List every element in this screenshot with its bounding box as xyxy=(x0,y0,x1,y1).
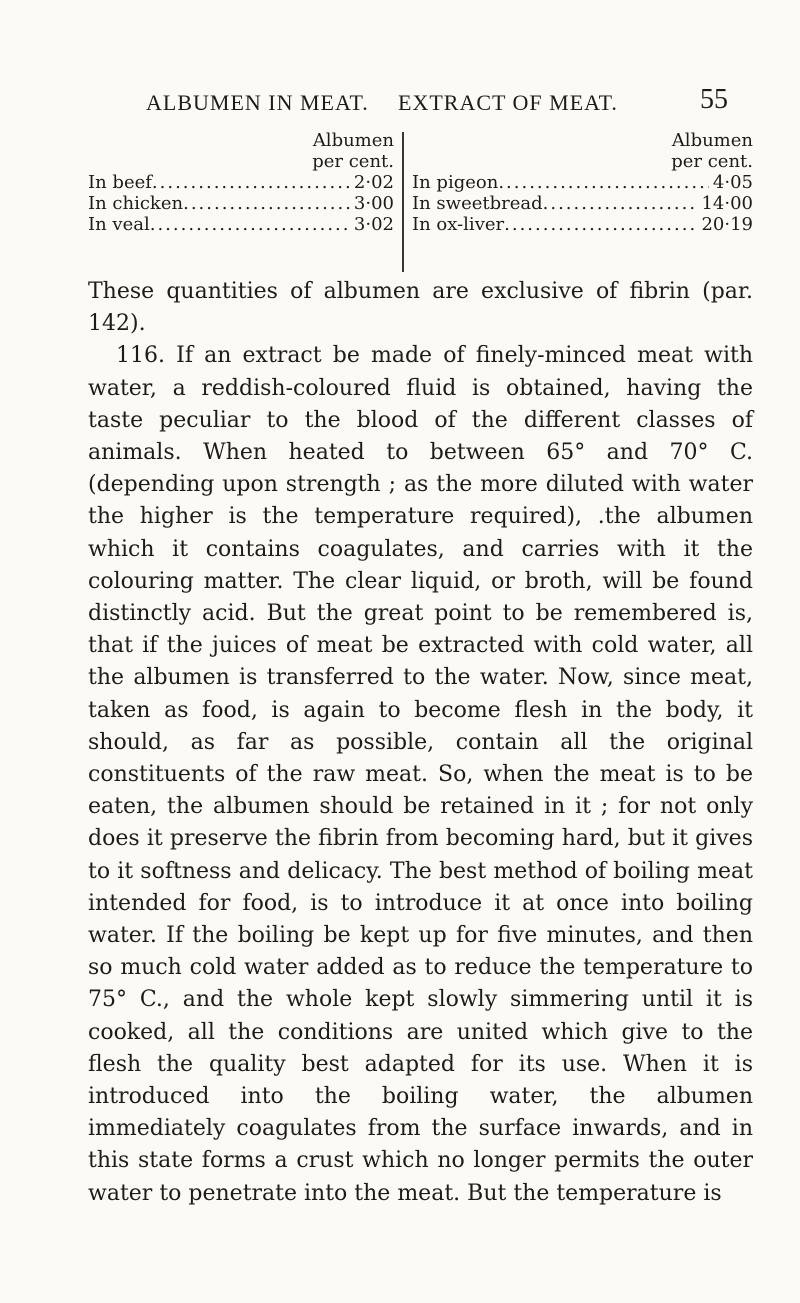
row-label: In sweetbread xyxy=(412,193,543,214)
heading-line: Albumen xyxy=(671,130,753,151)
paragraph-fibrin-note: These quantities of albumen are exclusive of fibrin (par. 142). xyxy=(88,279,753,337)
header-middle: EXTRACT OF MEAT. xyxy=(398,90,618,115)
page-number: 55 xyxy=(700,84,728,115)
row-value: 14·00 xyxy=(701,193,753,214)
paragraph-116: 116. If an extract be made of finely-minced meat with water, a reddish-coloured fluid is obtained, having the taste peculiar to the blood of the different classes of animals. When heated to between 65° and 70° C. (depending upon strength ; as the more diluted with water the higher is the temperature required), .the albumen which it contains coagulates, and carries with it the colouring matter. The clear liquid, or broth, will be found distinctly acid. But the great point to be remembered is, that if the juices of meat be extracted with cold water, all the albumen is transferred to the water. Now, since meat, taken as food, is again to become flesh in the body, it should, as far as possible, contain all the original constituents of the raw meat. So, when the meat is to be eaten, the albumen should be retained in it ; for not only does it preserve the fibrin from becoming hard, but it gives to it softness and delicacy. The best method of boiling meat intended for food, is to introduce it at once into boiling water. If the boiling be kept up for five minutes, and then so much cold water added as to reduce the temperature to 75° C., and the whole kept slowly simmering until it is cooked, all the conditions are united which give to the flesh the quality best adapted for its use. When it is introduced into the boiling water, the albumen immediately coagulates from the surface inwards, and in this state forms a crust which no longer permits the outer water to penetrate into the meat. But the temperature is xyxy=(88,343,753,1206)
row-label: In beef xyxy=(88,172,152,193)
table-row xyxy=(412,172,753,193)
table-heading xyxy=(88,130,394,172)
leader-dots xyxy=(183,193,350,214)
header-left: ALBUMEN IN MEAT. xyxy=(146,90,369,115)
table-heading xyxy=(412,130,753,172)
row-value: 2·02 xyxy=(353,172,394,193)
table-row xyxy=(88,193,394,214)
table-row xyxy=(88,172,394,193)
heading-line: Albumen xyxy=(312,130,394,151)
albumen-table-left xyxy=(88,130,394,235)
row-value: 3·02 xyxy=(353,214,394,235)
leader-dots xyxy=(150,214,350,235)
leader-dots xyxy=(504,214,697,235)
column-divider xyxy=(402,132,404,272)
row-value: 20·19 xyxy=(701,214,753,235)
table-row xyxy=(88,214,394,235)
row-label: In veal xyxy=(88,214,150,235)
leader-dots xyxy=(498,172,709,193)
table-row xyxy=(412,193,753,214)
row-label: In pigeon xyxy=(412,172,499,193)
leader-dots xyxy=(152,172,350,193)
row-value: 3·00 xyxy=(353,193,394,214)
albumen-tables xyxy=(88,130,753,240)
row-label: In ox-liver xyxy=(412,214,505,235)
table-row xyxy=(412,214,753,235)
leader-dots xyxy=(543,193,698,214)
body-text xyxy=(88,276,753,1210)
albumen-table-right xyxy=(412,130,753,235)
heading-line: per cent. xyxy=(671,151,753,172)
row-label: In chicken xyxy=(88,193,184,214)
row-value: 4·05 xyxy=(712,172,753,193)
heading-line: per cent. xyxy=(312,151,394,172)
